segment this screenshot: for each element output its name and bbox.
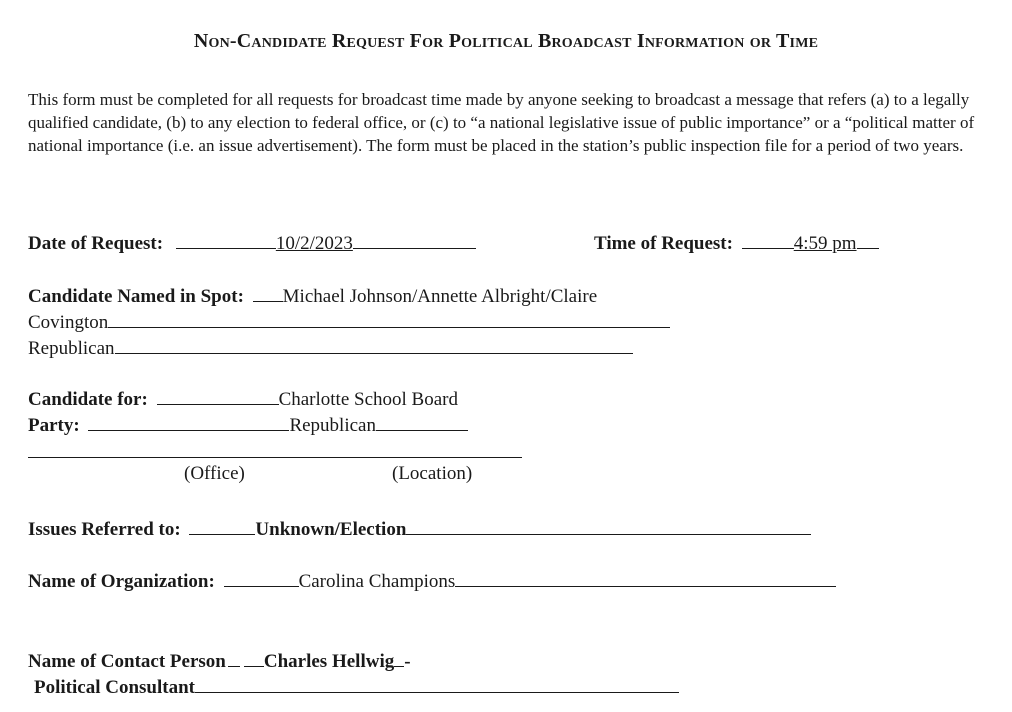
candidate-for-row [28, 385, 458, 412]
organization-label: Name of Organization: [28, 571, 215, 592]
contact-value-2: Political Consultant [34, 677, 195, 698]
party-trail-blank [376, 411, 468, 431]
date-request-row [28, 229, 476, 256]
office-location-line [28, 457, 522, 458]
issues-row [28, 515, 811, 542]
candidate-named-value-3: Republican [28, 338, 115, 359]
candidate-named-row-2 [28, 308, 670, 335]
issues-value: Unknown/Election [255, 519, 407, 540]
issues-lead-blank [189, 515, 255, 535]
contact-trail-blank [394, 647, 404, 667]
contact-label: Name of Contact Person [28, 651, 226, 672]
issues-label: Issues Referred to: [28, 519, 181, 540]
contact-row-2 [34, 673, 679, 700]
party-label: Party: [28, 415, 80, 436]
time-request-lead-blank [742, 229, 794, 249]
time-request-row [594, 229, 879, 256]
contact-row [28, 647, 411, 674]
time-request-value: 4:59 pm [793, 233, 857, 254]
date-request-trail-blank [353, 229, 476, 249]
candidate-named-blank-3 [115, 334, 633, 354]
date-request-label: Date of Request: [28, 233, 164, 254]
party-lead-blank [88, 411, 289, 431]
time-request-label: Time of Request: [594, 233, 733, 254]
contact-lead-blank [244, 647, 264, 667]
candidate-named-row-3 [28, 334, 633, 361]
candidate-for-label: Candidate for: [28, 389, 148, 410]
candidate-named-row [28, 282, 597, 309]
contact-value-1: Charles Hellwig [263, 651, 395, 672]
organization-lead-blank [224, 567, 299, 587]
issues-trail-blank [406, 515, 811, 535]
party-value: Republican [289, 415, 376, 436]
form-title: Non-Candidate Request For Political Broadcast Information or Time [193, 30, 819, 52]
candidate-named-value-2: Covington [28, 312, 109, 333]
candidate-named-blank-2 [108, 308, 670, 328]
candidate-named-label: Candidate Named in Spot: [28, 286, 244, 307]
date-request-lead-blank [176, 229, 276, 249]
time-request-trail-blank [857, 229, 879, 249]
candidate-for-lead-blank [157, 385, 279, 405]
intro-paragraph: This form must be completed for all requests for broadcast time made by anyone seeking to broadcast a message that refers (a) to a legally qualified candidate, (b) to any election to federal office, or (c) to “a national legislative issue of public importance” or a “political matter of national importance (i.e. an issue advertisement). The form must be placed in the station’s public inspection file for a period of two years. [28, 90, 975, 155]
candidate-named-value-1: Michael Johnson/Annette Albright/Claire [282, 286, 598, 307]
contact-blank-2 [195, 673, 679, 693]
contact-gap-blank [228, 647, 240, 667]
location-caption: (Location) [392, 463, 473, 484]
office-caption: (Office) [184, 463, 245, 484]
date-request-value: 10/2/2023 [275, 233, 353, 254]
organization-trail-blank [455, 567, 836, 587]
contact-value-1-suffix: - [404, 651, 411, 672]
candidate-named-lead-blank [253, 282, 283, 302]
party-row [28, 411, 468, 438]
organization-row [28, 567, 836, 594]
candidate-for-value: Charlotte School Board [278, 389, 458, 410]
organization-value: Carolina Champions [298, 571, 456, 592]
